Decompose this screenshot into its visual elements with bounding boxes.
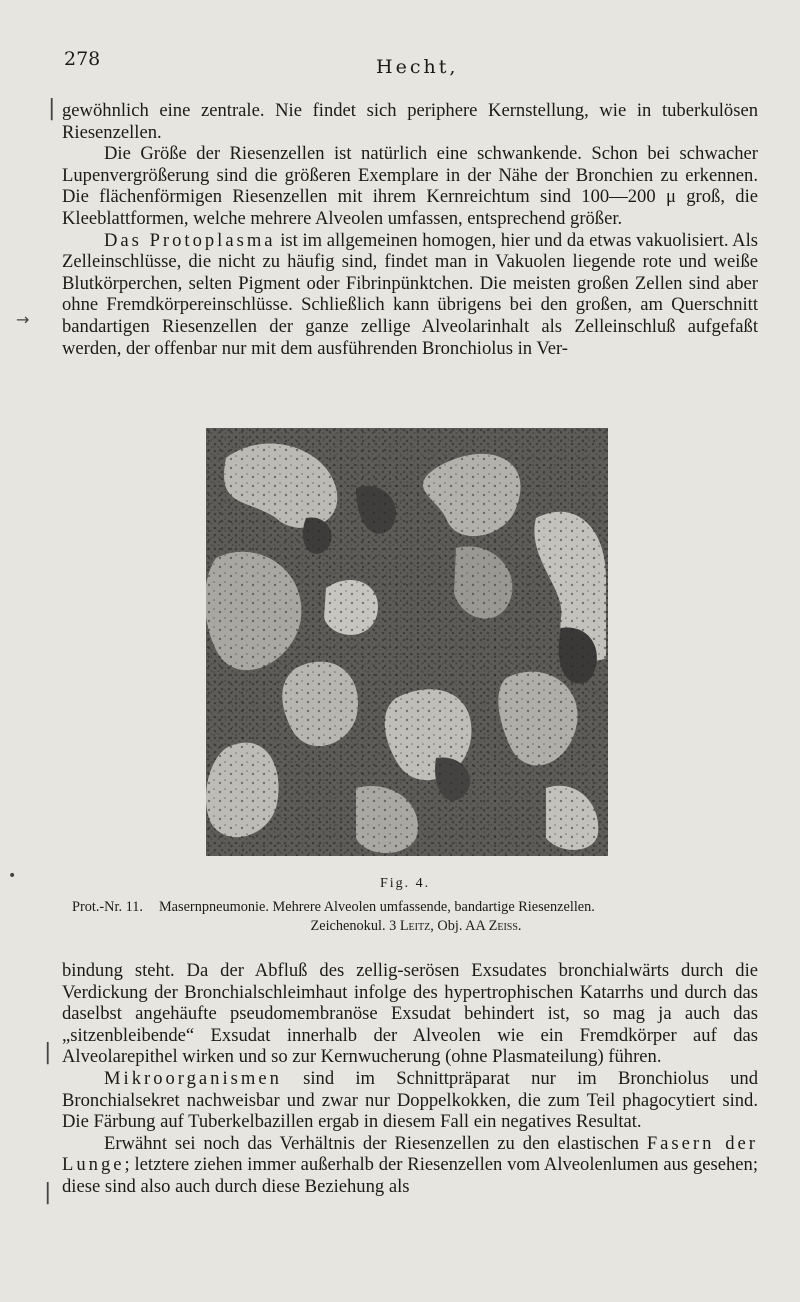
spaced-term: Das Protoplasma xyxy=(104,229,276,251)
running-head: Hecht, xyxy=(376,56,459,78)
caption-line-1 xyxy=(72,898,760,917)
caption-protocol-number: Prot.-Nr. 11. xyxy=(72,899,143,915)
margin-pencil-line: | xyxy=(48,96,56,121)
histology-figure xyxy=(206,428,608,856)
paragraph: Die Größe der Riesenzellen ist natürlich eine schwankende. Schon bei schwacher Lupenvergrößerung sind die größeren Exemplare in der Nähe der Bronchien zu erkennen. Die flächenförmigen Riesenzellen mit ihrem Kernreichtum sind 100—200 μ groß, die Kleeblattformen, welche mehrere Alveolen umfassen, entsprechend größer. xyxy=(62,143,758,229)
page-header xyxy=(64,48,744,78)
paragraph: gewöhnlich eine zentrale. Nie findet sich periphere Kernstellung, wie in tuberkulösen Riesenzellen. xyxy=(62,100,758,143)
paragraph: Das Protoplasma ist im allgemeinen homogen, hier und da etwas vakuolisiert. Als Zelleinschlüsse, die nicht zu häufig sind, findet man in Vakuolen liegende rote und weiße Blutkörperchen, selten Pigment oder Fibrinpünktchen. Die meisten großen Zellen sind aber ohne Fremdkörpereinschlüsse. Schließlich kann übrigens bei den großen, am Querschnitt bandartigen Riesenzellen der ganze zellige Alveolarinhalt als Zelleinschluß aufgefaßt werden, der offenbar nur mit dem ausführenden Bronchiolus in Ver- xyxy=(62,229,759,359)
margin-arrow-mark: → xyxy=(16,310,30,329)
body-text-bottom xyxy=(62,960,758,1198)
paragraph: Erwähnt sei noch das Verhältnis der Riesenzellen zu den elastischen Fasern der Lunge; letztere ziehen immer außerhalb der Riesenzellen vom Alveolenlumen aus gesehen; diese sind also auch durch diese Beziehung als xyxy=(62,1132,758,1197)
margin-pencil-line: | xyxy=(44,1040,52,1065)
margin-dot-mark: • xyxy=(8,868,17,884)
spaced-term: Fasern der Lunge xyxy=(62,1132,758,1176)
micrograph-image xyxy=(206,428,608,856)
margin-pencil-line: | xyxy=(44,1180,52,1205)
figure-caption xyxy=(72,898,760,936)
page-number: 278 xyxy=(64,48,101,70)
caption-line-2: Zeichenokul. 3 Leitz, Obj. AA Zeiss. xyxy=(310,918,522,934)
caption-leitz: Leitz xyxy=(399,918,431,934)
spaced-term: Mikroorganismen xyxy=(104,1067,282,1089)
caption-description: Masernpneumonie. Mehrere Alveolen umfassende, bandartige Riesenzellen. xyxy=(158,899,595,915)
paragraph: bindung steht. Da der Abfluß des zellig-serösen Exsudates bronchialwärts durch die Verdickung der Bronchialschleimhaut infolge des hypertrophischen Katarrhs und durch das daselbst angehäufte pseudomembranöse Exsudat behindert ist, so mag ja auch das „sitzenbleibende“ Exsudat innerhalb der Alveolen wie ein Fremdkörper auf das Alveolarepithel wirken und so zur Kernwucherung (ohne Plasmateilung) führen. xyxy=(62,960,758,1068)
caption-zeiss: Zeiss xyxy=(488,918,518,934)
figure-label: Fig. 4. xyxy=(380,876,431,891)
body-text-top xyxy=(62,100,758,359)
paragraph: Mikroorganismen sind im Schnittpräparat nur im Bronchiolus und Bronchialsekret nachweisbar und zwar nur Doppelkokken, die zum Teil phagocytiert sind. Die Färbung auf Tuberkelbazillen ergab in diesem Fall ein negatives Resultat. xyxy=(62,1067,758,1133)
